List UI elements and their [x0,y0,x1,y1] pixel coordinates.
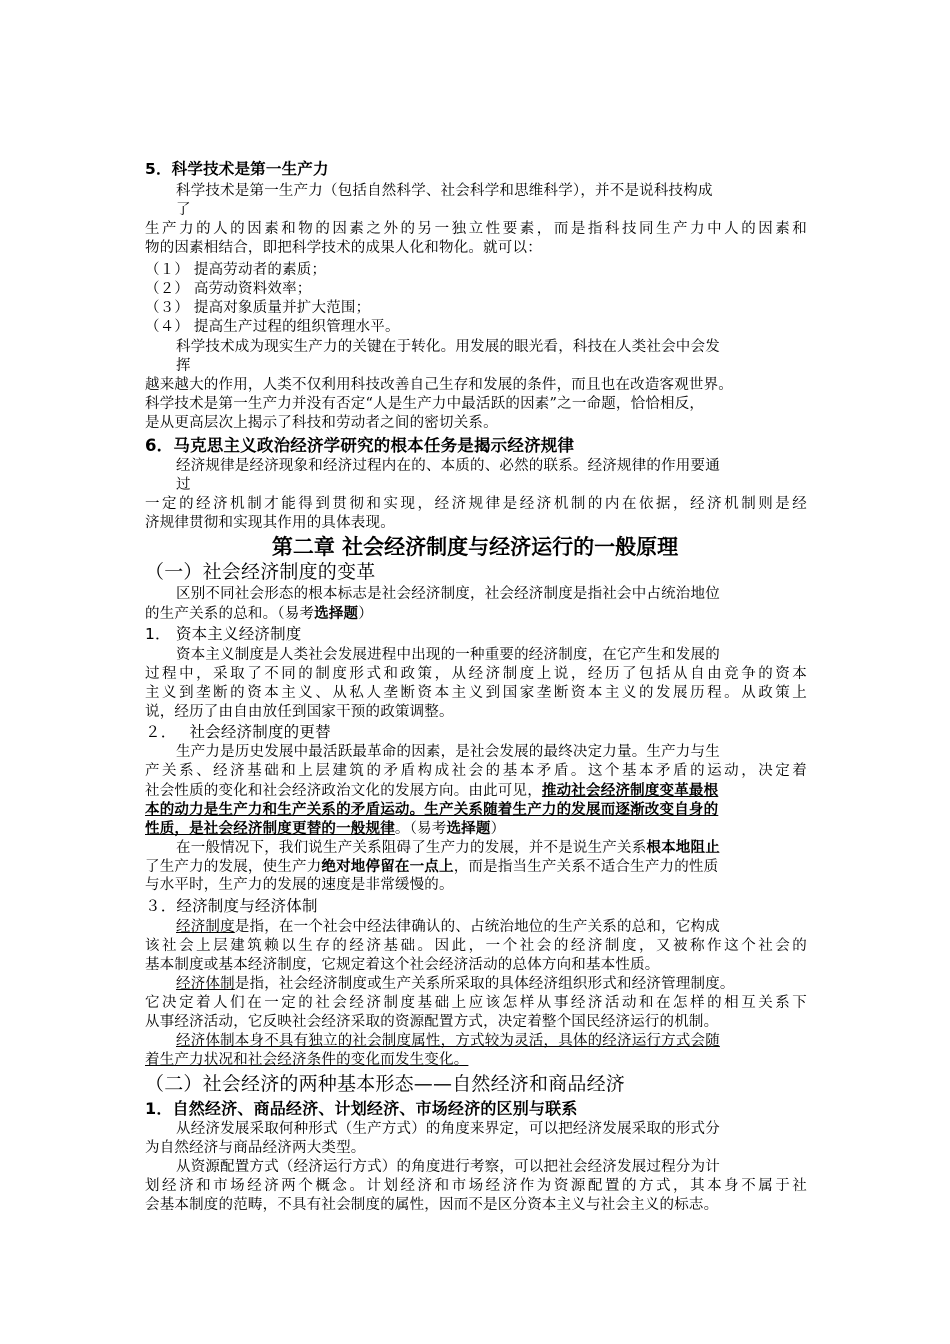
paragraph-line: 与水平时，生产力的发展的速度是非常缓慢的。 [145,877,454,893]
list-item: （２） 高劳动资料效率； [145,281,312,297]
paragraph-line: 的生产关系的总和。（易考选择题） [145,605,373,622]
paragraph-line: 越来越大的作用，人类不仅利用科技改善自己生存和发展的条件，而且也在改造客观世界。 [145,377,733,393]
paragraph-line: 过 [176,477,191,493]
paragraph-line: 科学技术是第一生产力（包括自然科学、社会科学和思维科学），并不是说科技构成 [176,183,713,199]
paragraph-line: 生产力是历史发展中最活跃最革命的因素，是社会发展的最终决定力量。生产力与生 [176,744,720,760]
paragraph-line: 挥 [176,358,191,374]
section-5-heading: 5．科学技术是第一生产力 [145,160,329,178]
paragraph-line: 从事经济活动，它反映社会经济采取的资源配置方式，决定着整个国民经济运行的机制。 [145,1014,719,1030]
subsection-heading: ３．经济制度与经济体制 [145,897,318,915]
paragraph-line: 说，经历了由自由放任到国家干预的政策调整。 [145,704,454,720]
paragraph-line: 性质，是社会经济制度更替的一般规律。（易考选择题） [145,820,506,837]
paragraph-line: 在一般情况下，我们说生产关系阻碍了生产力的发展，并不是说生产关系根本地阻止 [176,839,720,856]
list-item: （１） 提高劳动者的素质； [145,262,327,278]
paragraph-line: 着生产力状况和社会经济条件的变化而发生变化。 [145,1052,469,1068]
paragraph-line: 划经济和市场经济两个概念。计划经济和市场经济作为资源配置的方式，其本身不属于社 [145,1178,807,1194]
paragraph-line: 为自然经济与商品经济两大类型。 [145,1140,366,1156]
paragraph-line: 它决定着人们在一定的社会经济制度基础上应该怎样从事经济活动和在怎样的相互关系下 [145,995,807,1011]
part-heading: （二）社会经济的两种基本形态——自然经济和商品经济 [145,1073,626,1095]
paragraph-line: 从资源配置方式（经济运行方式）的角度进行考察，可以把社会经济发展过程分为计 [176,1159,720,1175]
paragraph-line: 了生产力的发展，使生产力绝对地停留在一点上，而是指当生产关系不适合生产力的性质 [145,858,719,875]
section-6-heading: 6．马克思主义政治经济学研究的根本任务是揭示经济规律 [145,436,575,455]
paragraph-line: 经济制度是指，在一个社会中经法律确认的、占统治地位的生产关系的总和，它构成 [176,919,720,935]
paragraph-line: 一定的经济机制才能得到贯彻和实现，经济规律是经济机制的内在依据，经济机制则是经 [145,496,807,512]
chapter-title: 第二章 社会经济制度与经济运行的一般原理 [271,535,679,559]
paragraph-line: 从经济发展采取何种形式（生产方式）的角度来界定，可以把经济发展采取的形式分 [176,1121,720,1137]
paragraph-line: 资本主义制度是人类社会发展进程中出现的一种重要的经济制度，在它产生和发展的 [176,647,720,663]
paragraph-line: 会基本制度的范畴，不具有社会制度的属性，因而不是区分资本主义与社会主义的标志。 [145,1197,719,1213]
paragraph-line: 本的动力是生产力和生产关系的矛盾运动。生产关系随着生产力的发展而逐渐改变自身的 [145,801,719,818]
paragraph-line: 经济体制本身不具有独立的社会制度属性，方式较为灵活，具体的经济运行方式会随 [176,1033,720,1049]
paragraph-line: 是从更高层次上揭示了科技和劳动者之间的密切关系。 [145,415,498,431]
paragraph-line: 经济体制是指，社会经济制度或生产关系所采取的具体经济组织形式和经济管理制度。 [176,976,735,992]
paragraph-line: 经济规律是经济现象和经济过程内在的、本质的、必然的联系。经济规律的作用要通 [176,458,720,474]
paragraph-line: 过程中，采取了不同的制度形式和政策，从经济制度上说，经历了包括从自由竞争的资本 [145,666,807,682]
paragraph-line: 生产力的人的因素和物的因素之外的另一独立性要素，而是指科技同生产力中人的因素和 [145,221,807,237]
paragraph-line: 科学技术成为现实生产力的关键在于转化。用发展的眼光看，科技在人类社会中会发 [176,339,720,355]
paragraph-line: 了 [176,202,191,218]
paragraph-line: 区别不同社会形态的根本标志是社会经济制度，社会经济制度是指社会中占统治地位 [176,586,720,602]
subsection-heading: 1． 资本主义经济制度 [145,625,302,643]
paragraph-line: 济规律贯彻和实现其作用的具体表现。 [145,515,395,531]
paragraph-line: 物的因素相结合，即把科学技术的成果人化和物化。就可以： [145,240,542,256]
list-item: （４） 提高生产过程的组织管理水平。 [145,319,400,335]
part-heading: （一）社会经济制度的变革 [145,561,376,583]
list-item: （３） 提高对象质量并扩大范围； [145,300,371,316]
subsection-heading: 1．自然经济、商品经济、计划经济、市场经济的区别与联系 [145,1099,578,1118]
paragraph-line: 基本制度或基本经济制度，它规定着这个社会经济活动的总体方向和基本性质。 [145,957,660,973]
paragraph-line: 科学技术是第一生产力并没有否定“人是生产力中最活跃的因素”之一命题，恰恰相反， [145,396,705,412]
paragraph-line: 该社会上层建筑赖以生存的经济基础。因此，一个社会的经济制度，又被称作这个社会的 [145,938,807,954]
paragraph-line: 产关系、经济基础和上层建筑的矛盾构成社会的基本矛盾。这个基本矛盾的运动，决定着 [145,763,807,779]
paragraph-line: 主义到垄断的资本主义、从私人垄断资本主义到国家垄断资本主义的发展历程。从政策上 [145,685,807,701]
subsection-heading: ２． 社会经济制度的更替 [145,723,331,741]
paragraph-line: 社会性质的变化和社会经济政治文化的发展方向。由此可见，推动社会经济制度变革最根 [145,782,719,799]
